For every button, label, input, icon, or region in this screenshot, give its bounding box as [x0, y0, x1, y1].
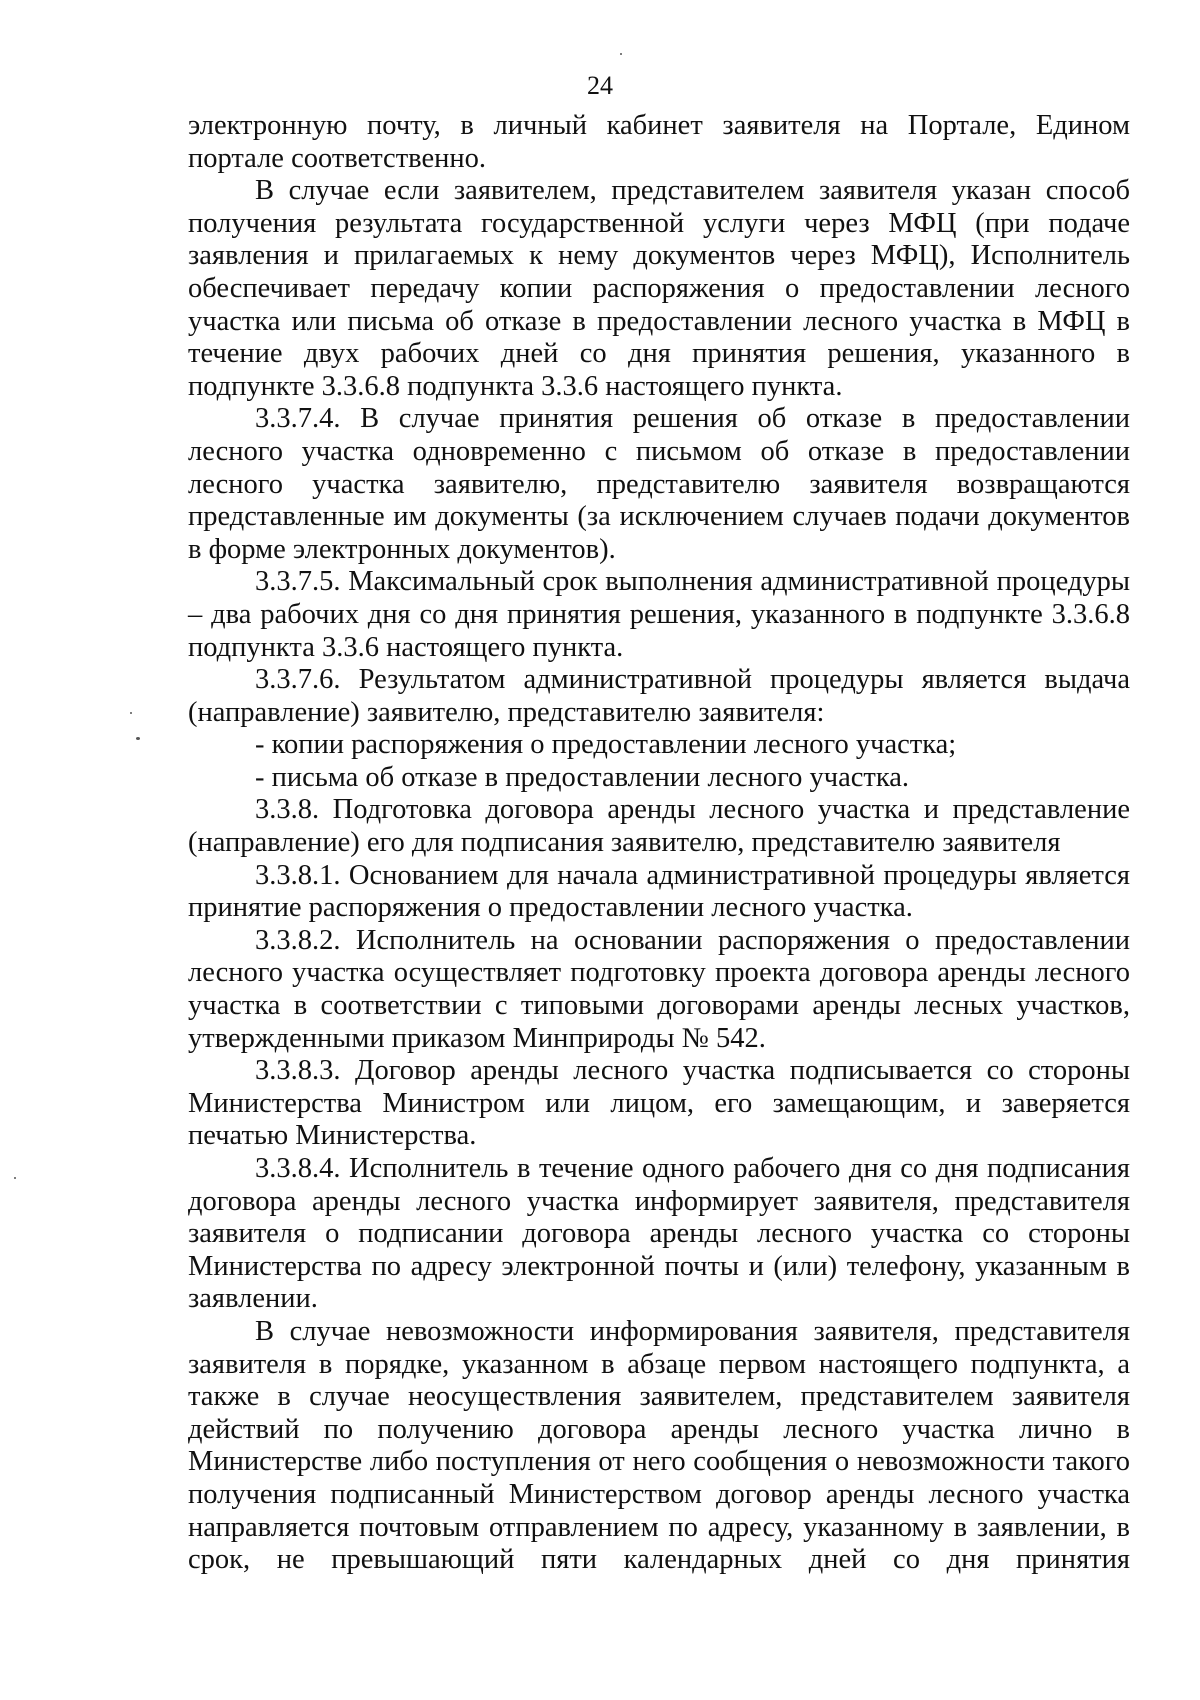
- scan-speck: [14, 1177, 16, 1179]
- document-body: [188, 110, 1130, 1577]
- scan-speck: [620, 53, 622, 55]
- paragraph: электронную почту, в личный кабинет заявителя на Портале, Едином портале соответственно.: [188, 110, 1130, 174]
- paragraph: В случае если заявителем, представителем заявителя указан способ получения результата государственной услуги через МФЦ (при подаче заявления и прилагаемых к нему документов через МФЦ), Исполнитель обеспечивает передачу копии распоряжения о предоставлении лесного участка или письма об отказе в предоставлении лесного участка в МФЦ в течение двух рабочих дней со дня принятия решения, указанного в подпункте 3.3.6.8 подпункта 3.3.6 настоящего пункта.: [188, 175, 1130, 402]
- scan-speck: [130, 712, 132, 714]
- paragraph: 3.3.8.3. Договор аренды лесного участка подписывается со стороны Министерства Министром или лицом, его замещающим, и заверяется печатью Министерства.: [188, 1055, 1130, 1152]
- paragraph: В случае невозможности информирования заявителя, представителя заявителя в порядке, указанном в абзаце первом настоящего подпункта, а также в случае неосуществления заявителем, представителем заявителя действий по получению договора аренды лесного участка лично в Министерстве либо поступления от него сообщения о невозможности такого получения подписанный Министерством договор аренды лесного участка направляется почтовым отправлением по адресу, указанному в заявлении, в срок, не превышающий пяти календарных дней со дня принятия: [188, 1315, 1130, 1576]
- paragraph: 3.3.8.2. Исполнитель на основании распоряжения о предоставлении лесного участка осуществляет подготовку проекта договора аренды лесного участка в соответствии с типовыми договорами аренды лесных участков, утвержденными приказом Минприроды № 542.: [188, 924, 1130, 1054]
- section-heading: 3.3.8. Подготовка договора аренды лесного участка и представление (направление) его для подписания заявителю, представителю заявителя: [188, 794, 1130, 859]
- paragraph: 3.3.8.4. Исполнитель в течение одного рабочего дня со дня подписания договора аренды лесного участка информирует заявителя, представителя заявителя о подписании договора аренды лесного участка со стороны Министерства по адресу электронной почты и (или) телефону, указанным в заявлении.: [188, 1153, 1130, 1315]
- paragraph: 3.3.7.4. В случае принятия решения об отказе в предоставлении лесного участка одновременно с письмом об отказе в предоставлении лесного участка заявителю, представителю заявителя возвращаются представленные им документы (за исключением случаев подачи документов в форме электронных документов).: [188, 403, 1130, 565]
- paragraph: 3.3.7.6. Результатом административной процедуры является выдача (направление) заявителю, представителю заявителя:: [188, 664, 1130, 728]
- scan-speck: [136, 737, 140, 740]
- page-number: 24: [587, 71, 613, 100]
- list-item: - письма об отказе в предоставлении лесного участка.: [255, 761, 910, 793]
- paragraph: 3.3.7.5. Максимальный срок выполнения административной процедуры – два рабочих дня со дня принятия решения, указанного в подпункте 3.3.6.8 подпункта 3.3.6 настоящего пункта.: [188, 566, 1130, 663]
- paragraph: 3.3.8.1. Основанием для начала административной процедуры является принятие распоряжения о предоставлении лесного участка.: [188, 859, 1130, 924]
- list-item: - копии распоряжения о предоставлении лесного участка;: [255, 729, 957, 761]
